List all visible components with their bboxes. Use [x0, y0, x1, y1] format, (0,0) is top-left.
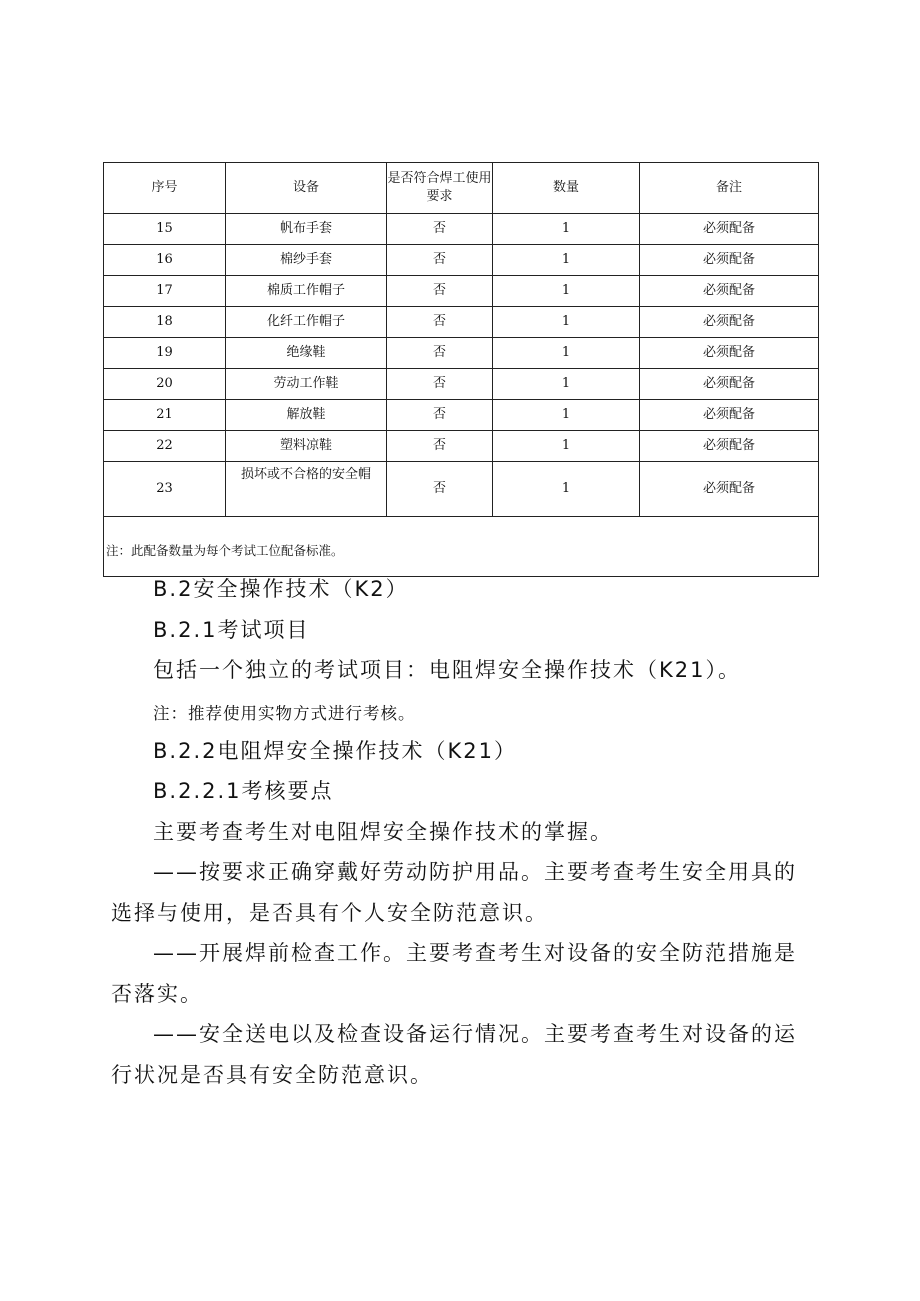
cell-quantity: 1 [493, 276, 640, 307]
heading-b21: B.2.1考试项目 [153, 618, 310, 642]
cell-seq: 16 [104, 245, 226, 276]
item3-line1: ——安全送电以及检查设备运行情况。主要考查考生对设备的运 [153, 1022, 797, 1046]
cell-equipment: 化纤工作帽子 [226, 307, 387, 338]
note-b21: 注：推荐使用实物方式进行考核。 [153, 704, 416, 723]
cell-remark: 必须配备 [640, 369, 819, 400]
cell-compliant: 否 [387, 431, 493, 462]
cell-compliant: 否 [387, 214, 493, 245]
cell-remark: 必须配备 [640, 307, 819, 338]
cell-quantity: 1 [493, 245, 640, 276]
cell-equipment: 劳动工作鞋 [226, 369, 387, 400]
table-note: 注：此配备数量为每个考试工位配备标准。 [104, 517, 819, 577]
item1-line1: ——按要求正确穿戴好劳动防护用品。主要考查考生安全用具的 [153, 860, 797, 884]
cell-seq: 19 [104, 338, 226, 369]
cell-compliant: 否 [387, 462, 493, 517]
item1-line2: 选择与使用，是否具有个人安全防范意识。 [111, 901, 548, 925]
cell-remark: 必须配备 [640, 245, 819, 276]
cell-compliant: 否 [387, 338, 493, 369]
heading-b2: B.2安全操作技术（K2） [153, 577, 409, 601]
heading-b221: B.2.2.1考核要点 [153, 779, 334, 803]
cell-quantity: 1 [493, 400, 640, 431]
cell-quantity: 1 [493, 462, 640, 517]
item2-line1: ——开展焊前检查工作。主要考查考生对设备的安全防范措施是 [153, 941, 797, 965]
table-row [104, 214, 819, 245]
cell-equipment: 塑料凉鞋 [226, 431, 387, 462]
cell-quantity: 1 [493, 214, 640, 245]
item3-line2: 行状况是否具有安全防范意识。 [111, 1063, 433, 1087]
table-row [104, 307, 819, 338]
cell-remark: 必须配备 [640, 431, 819, 462]
cell-seq: 22 [104, 431, 226, 462]
cell-quantity: 1 [493, 307, 640, 338]
cell-compliant: 否 [387, 276, 493, 307]
paragraph-b21: 包括一个独立的考试项目：电阻焊安全操作技术（K21）。 [153, 658, 741, 682]
header-seq: 序号 [104, 163, 226, 214]
table-header-row [104, 163, 819, 214]
header-equipment: 设备 [226, 163, 387, 214]
table-note-row [104, 517, 819, 577]
cell-remark: 必须配备 [640, 462, 819, 517]
cell-equipment: 绝缘鞋 [226, 338, 387, 369]
cell-seq: 15 [104, 214, 226, 245]
cell-equipment: 解放鞋 [226, 400, 387, 431]
cell-compliant: 否 [387, 400, 493, 431]
cell-seq: 20 [104, 369, 226, 400]
table-row [104, 276, 819, 307]
cell-seq: 18 [104, 307, 226, 338]
cell-compliant: 否 [387, 245, 493, 276]
header-remark: 备注 [640, 163, 819, 214]
table-row [104, 400, 819, 431]
item2-line2: 否落实。 [111, 982, 203, 1006]
header-quantity: 数量 [493, 163, 640, 214]
paragraph-intro: 主要考查考生对电阻焊安全操作技术的掌握。 [153, 820, 613, 844]
cell-seq: 21 [104, 400, 226, 431]
cell-equipment: 棉纱手套 [226, 245, 387, 276]
cell-quantity: 1 [493, 338, 640, 369]
cell-quantity: 1 [493, 431, 640, 462]
cell-compliant: 否 [387, 369, 493, 400]
cell-remark: 必须配备 [640, 214, 819, 245]
equipment-table [103, 162, 819, 577]
table-row [104, 245, 819, 276]
cell-remark: 必须配备 [640, 400, 819, 431]
cell-remark: 必须配备 [640, 276, 819, 307]
cell-equipment: 帆布手套 [226, 214, 387, 245]
header-compliant: 是否符合焊工使用要求 [387, 163, 493, 214]
table-row [104, 431, 819, 462]
cell-seq: 23 [104, 462, 226, 517]
cell-remark: 必须配备 [640, 338, 819, 369]
cell-quantity: 1 [493, 369, 640, 400]
cell-equipment: 棉质工作帽子 [226, 276, 387, 307]
cell-compliant: 否 [387, 307, 493, 338]
table-row [104, 462, 819, 517]
cell-equipment: 损坏或不合格的安全帽 [226, 462, 387, 517]
table-row [104, 369, 819, 400]
cell-seq: 17 [104, 276, 226, 307]
table-row [104, 338, 819, 369]
heading-b22: B.2.2电阻焊安全操作技术（K21） [153, 739, 517, 763]
